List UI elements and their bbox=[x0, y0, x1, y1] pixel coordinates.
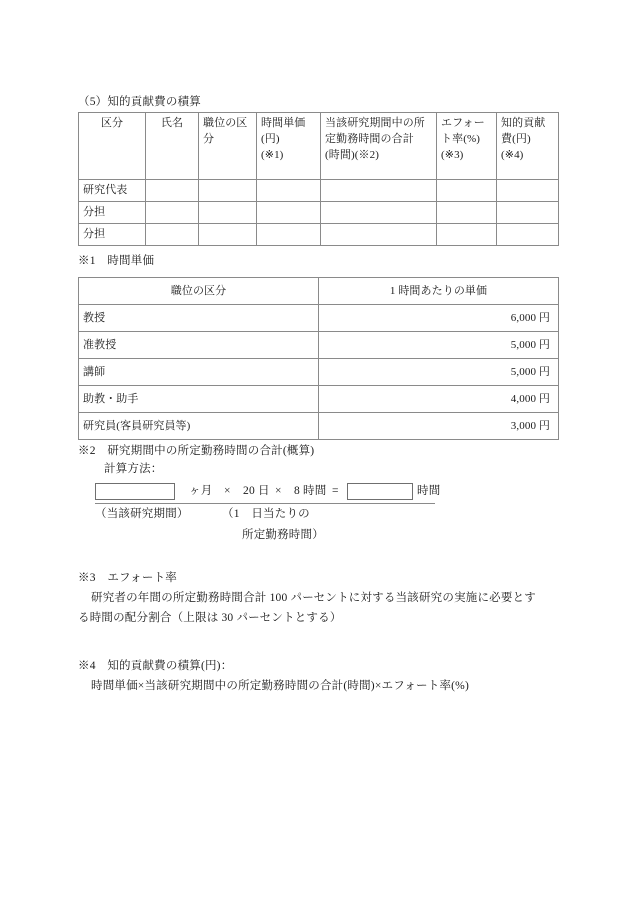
header-line-2: 費(円) bbox=[501, 133, 531, 145]
total-hours-input[interactable] bbox=[347, 483, 413, 500]
formula-months-unit: ヶ月 bbox=[189, 485, 213, 497]
header-line-1: 当該研究期間中の所 bbox=[325, 117, 425, 129]
cell-contribution[interactable] bbox=[497, 224, 559, 246]
cell-role: 分担 bbox=[79, 202, 146, 224]
note2-caption-right-line1: （1 日当たりの bbox=[222, 508, 310, 520]
cell-rate: 4,000 円 bbox=[319, 386, 559, 413]
header-line-3: (時間)(※2) bbox=[325, 149, 379, 161]
cell-unit-price[interactable] bbox=[257, 202, 321, 224]
cell-rate: 5,000 円 bbox=[319, 359, 559, 386]
header-cell-position-category: 職位の区分 bbox=[79, 278, 319, 305]
note1-title: ※1 時間単価 bbox=[78, 255, 155, 267]
table-row bbox=[79, 332, 559, 359]
cell-name[interactable] bbox=[146, 224, 199, 246]
section-title-contribution: （5）知的貢献費の積算 bbox=[78, 96, 201, 108]
cell-position: 講師 bbox=[79, 359, 319, 386]
header-line-1: 知的貢献 bbox=[501, 117, 546, 129]
note3-title: ※3 エフォート率 bbox=[78, 572, 177, 584]
cell-name[interactable] bbox=[146, 202, 199, 224]
cell-rate: 3,000 円 bbox=[319, 413, 559, 440]
formula-multiply-1: × bbox=[224, 485, 231, 497]
table-row bbox=[79, 180, 559, 202]
header-line-1: エフォー bbox=[441, 117, 485, 129]
cell-position: 教授 bbox=[79, 305, 319, 332]
note2-caption-left: （当該研究期間） bbox=[95, 508, 189, 520]
formula-multiply-2: × bbox=[275, 485, 282, 497]
cell-position[interactable] bbox=[199, 224, 257, 246]
table-row bbox=[79, 386, 559, 413]
header-line-3: (※4) bbox=[501, 149, 524, 161]
header-line-2: ト率(%) bbox=[441, 133, 480, 145]
note2-title: ※2 研究期間中の所定勤務時間の合計(概算) bbox=[78, 445, 315, 457]
formula-days-value: 20 日 bbox=[243, 485, 270, 497]
hourly-rate-table bbox=[78, 277, 559, 440]
cell-total-hours[interactable] bbox=[321, 180, 437, 202]
header-line-3: (※1) bbox=[261, 149, 284, 161]
note2-method-label: 計算方法： bbox=[104, 463, 163, 475]
table-header-row bbox=[79, 113, 559, 180]
table-row bbox=[79, 359, 559, 386]
cell-unit-price[interactable] bbox=[257, 180, 321, 202]
cell-total-hours[interactable] bbox=[321, 202, 437, 224]
cell-role: 研究代表 bbox=[79, 180, 146, 202]
note2-formula-row bbox=[95, 481, 441, 504]
formula-equals-sign: = bbox=[332, 485, 339, 497]
cell-name[interactable] bbox=[146, 180, 199, 202]
table-row bbox=[79, 305, 559, 332]
cell-contribution[interactable] bbox=[497, 202, 559, 224]
header-cell-unit-price bbox=[257, 113, 321, 180]
header-cell-name: 氏名 bbox=[146, 113, 199, 180]
cell-position: 助教・助手 bbox=[79, 386, 319, 413]
cell-effort-rate[interactable] bbox=[437, 180, 497, 202]
table-header-row bbox=[79, 278, 559, 305]
header-cell-effort-rate bbox=[437, 113, 497, 180]
header-cell-hourly-rate: 1 時間あたりの単価 bbox=[319, 278, 559, 305]
note3-body-line-2: る時間の配分割合（上限は 30 パーセントとする） bbox=[78, 612, 342, 624]
header-line-2: 定勤務時間の合計 bbox=[325, 133, 414, 145]
table-row bbox=[79, 413, 559, 440]
research-period-input[interactable] bbox=[95, 483, 175, 500]
header-cell-total-hours bbox=[321, 113, 437, 180]
cell-effort-rate[interactable] bbox=[437, 202, 497, 224]
header-cell-division: 区分 bbox=[79, 113, 146, 180]
table-row bbox=[79, 224, 559, 246]
note4-title: ※4 知的貢献費の積算(円)： bbox=[78, 660, 233, 672]
cell-contribution[interactable] bbox=[497, 180, 559, 202]
formula-result-unit: 時間 bbox=[417, 485, 441, 497]
note4-body-line-1: 時間単価×当該研究期間中の所定勤務時間の合計(時間)×エフォート率(%) bbox=[91, 680, 469, 692]
header-line-2: (円) bbox=[261, 133, 280, 145]
table-row bbox=[79, 202, 559, 224]
cell-effort-rate[interactable] bbox=[437, 224, 497, 246]
header-line-3: (※3) bbox=[441, 149, 464, 161]
cell-position: 准教授 bbox=[79, 332, 319, 359]
cell-rate: 6,000 円 bbox=[319, 305, 559, 332]
note3-body-line-1: 研究者の年間の所定勤務時間合計 100 パーセントに対する当該研究の実施に必要とす bbox=[91, 592, 536, 604]
cell-unit-price[interactable] bbox=[257, 224, 321, 246]
cell-position[interactable] bbox=[199, 202, 257, 224]
header-cell-contribution-cost bbox=[497, 113, 559, 180]
cell-role: 分担 bbox=[79, 224, 146, 246]
note2-caption-right-line2: 所定勤務時間） bbox=[242, 529, 324, 541]
cell-rate: 5,000 円 bbox=[319, 332, 559, 359]
header-cell-position: 職位の区分 bbox=[199, 113, 257, 180]
formula-hours-value: 8 時間 bbox=[294, 485, 327, 497]
contribution-estimate-table bbox=[78, 112, 559, 246]
header-line-1: 時間単価 bbox=[261, 117, 306, 129]
cell-position[interactable] bbox=[199, 180, 257, 202]
cell-total-hours[interactable] bbox=[321, 224, 437, 246]
cell-position: 研究員(客員研究員等) bbox=[79, 413, 319, 440]
